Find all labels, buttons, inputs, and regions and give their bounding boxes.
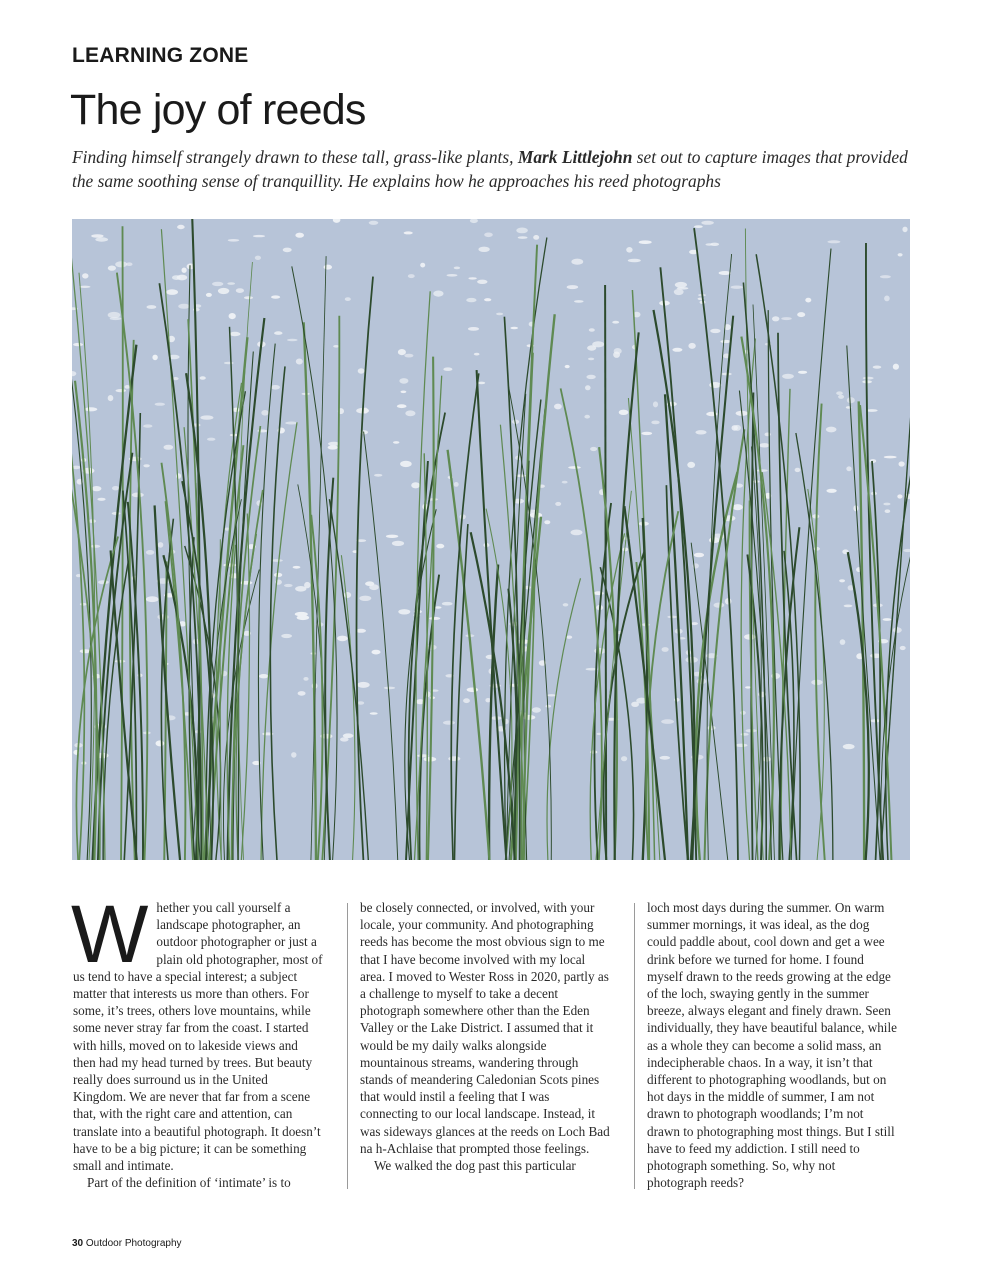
petal: [478, 382, 485, 385]
petal: [398, 349, 406, 355]
reed-stem: [696, 472, 738, 860]
petal: [566, 636, 572, 639]
petal: [470, 219, 478, 223]
petal: [328, 445, 338, 449]
reed-stem: [848, 552, 869, 860]
petal: [218, 288, 229, 294]
petal: [80, 603, 87, 606]
petal: [82, 273, 88, 278]
petal: [805, 298, 811, 303]
petal: [846, 466, 851, 471]
petal: [125, 385, 130, 389]
petal: [397, 404, 407, 408]
petal: [612, 321, 619, 324]
petal: [261, 410, 268, 416]
petal: [95, 237, 108, 241]
petal: [156, 740, 165, 746]
reed-stem: [155, 505, 181, 860]
reed-stem: [311, 256, 326, 860]
petal: [883, 503, 890, 506]
petal: [533, 235, 539, 240]
petal: [374, 474, 382, 477]
petal: [433, 291, 443, 297]
reed-stem: [751, 447, 761, 861]
petal: [565, 365, 570, 368]
petal: [285, 422, 298, 425]
reed-stem: [75, 381, 96, 860]
reed-stem: [704, 429, 744, 860]
petal: [707, 726, 715, 731]
petal: [178, 304, 190, 309]
petal: [554, 404, 562, 410]
standfirst: [72, 145, 932, 193]
petal: [468, 277, 476, 279]
petal: [731, 286, 743, 289]
petal: [398, 609, 410, 614]
petal: [369, 221, 379, 225]
petal: [244, 296, 253, 299]
petal: [207, 438, 215, 441]
paragraph: [71, 889, 323, 1174]
petal: [236, 288, 244, 293]
petal: [271, 295, 280, 298]
petal: [740, 711, 746, 715]
petal: [372, 650, 381, 655]
petal: [838, 395, 844, 399]
reed-stem: [471, 532, 515, 860]
author-name: Mark Littlejohn: [517, 147, 633, 167]
petal: [899, 461, 905, 466]
petal: [233, 408, 241, 412]
petal: [781, 317, 792, 320]
petal: [651, 421, 659, 425]
reed-stem: [103, 561, 128, 860]
petal: [626, 247, 632, 253]
petal: [661, 719, 674, 724]
petal: [370, 712, 378, 715]
petal: [614, 348, 622, 354]
petal: [546, 705, 552, 708]
petal: [883, 618, 892, 621]
reed-stem: [454, 524, 468, 860]
petal: [404, 354, 413, 358]
petal: [759, 443, 770, 447]
petal: [725, 598, 732, 604]
petal: [345, 297, 351, 301]
petal: [108, 266, 116, 271]
paragraph: be closely connected, or involved, with your locale, your community. And photographing reeds has become the most obvious sign to me that I have become involved with my local area. I moved to Wester Ross in 2020, partly as a challenge to myself to take a decent photograph somewhere other than the Eden Valley or the Lake District. I assumed that it would be my daily walks alongside mountainous streams, wandering through stands of meandering Caledonian Scots pines that would instil a feeling that I was connecting to our local landscape. Instead, it was sideways glances at the reeds on Loch Bad na h-Achlaise that prompted those feelings.: [360, 900, 610, 1156]
petal: [555, 502, 561, 506]
petal: [885, 509, 891, 513]
petal: [468, 327, 479, 331]
petal: [158, 542, 164, 548]
petal: [91, 234, 103, 237]
petal: [709, 382, 721, 388]
petal: [544, 520, 550, 524]
petal: [405, 410, 415, 416]
paragraph: loch most days during the summer. On warm summer mornings, it was ideal, as the dog could paddle about, cool down and get a wee drink before we turned for home. I found myself drawn to the reeds growing at the edge of the loch, swaying gently in the summer breeze, always elegant and finely drawn. Seen individually, they have beautiful balance, while as a whole they can become a solid mass, an indecipherable chaos. In a way, it isn’t that different to photographing woodlands, but on hot days in the middle of summer, I am not drawn to photograph woodlands; I’m not drawn to photographing most things. But I still have to feed my addiction. I still need to photograph something. So, why not photograph reeds?: [647, 900, 897, 1191]
petal: [734, 425, 741, 431]
petal: [694, 553, 704, 558]
reed-stem: [660, 267, 696, 860]
petal: [484, 298, 491, 301]
reed-stem: [605, 285, 606, 860]
petal: [844, 605, 853, 608]
petal: [621, 756, 627, 761]
petal: [589, 328, 595, 332]
petal: [884, 296, 890, 302]
petal: [357, 701, 364, 704]
reed-stem: [753, 305, 775, 861]
reeds-photo-graphic: [72, 219, 910, 860]
reed-stem: [547, 578, 580, 860]
petal: [224, 362, 234, 364]
petal: [619, 410, 629, 415]
reed-stem: [356, 277, 373, 860]
petal: [429, 617, 440, 620]
reed-stem: [815, 404, 825, 860]
petal: [369, 584, 379, 590]
petal: [674, 289, 684, 295]
petal: [112, 486, 119, 490]
petal: [206, 293, 212, 297]
petal: [590, 447, 597, 451]
petal: [333, 345, 339, 348]
petal: [496, 313, 503, 316]
petal: [229, 332, 240, 336]
petal: [283, 248, 292, 253]
petal: [695, 430, 706, 434]
petal: [384, 687, 395, 690]
petal: [706, 243, 713, 245]
petal: [675, 282, 687, 288]
petal: [763, 757, 771, 762]
petal: [694, 225, 703, 228]
petal: [404, 231, 413, 234]
petal: [295, 612, 308, 616]
article-title: The joy of reeds: [70, 86, 366, 134]
petal: [143, 464, 149, 467]
petal: [253, 235, 265, 237]
petal: [200, 376, 206, 380]
petal: [782, 374, 794, 379]
petal: [295, 233, 304, 238]
petal: [73, 343, 83, 346]
petal: [873, 366, 882, 369]
petal: [143, 424, 152, 427]
paragraph: Part of the definition of ‘intimate’ is to: [87, 1175, 291, 1191]
column-divider: [634, 903, 635, 1189]
petal: [839, 579, 845, 582]
reed-stem: [694, 228, 738, 860]
petal: [467, 688, 479, 693]
petal: [146, 550, 154, 555]
petal: [757, 469, 768, 472]
petal: [147, 305, 157, 309]
petal: [435, 606, 442, 608]
petal: [687, 462, 695, 468]
petal: [903, 549, 910, 552]
petal: [166, 289, 178, 295]
paragraph: We walked the dog past this particular: [374, 1158, 576, 1174]
petal: [454, 267, 460, 270]
petal: [227, 282, 235, 285]
petal: [79, 286, 90, 288]
reed-stem: [72, 237, 91, 860]
petal: [510, 327, 518, 329]
petal: [463, 698, 470, 703]
petal: [843, 744, 855, 749]
petal: [228, 239, 240, 242]
petal: [587, 345, 596, 350]
page-footer: [72, 1238, 182, 1249]
petal: [714, 603, 725, 608]
petal: [660, 756, 671, 760]
petal: [477, 280, 487, 284]
petal: [152, 355, 157, 361]
petal: [863, 377, 874, 380]
petal: [386, 535, 398, 538]
section-label: LEARNING ZONE: [72, 44, 249, 67]
petal: [826, 427, 837, 433]
petal: [85, 407, 98, 411]
petal: [399, 378, 408, 384]
petal: [259, 674, 268, 678]
petal: [146, 596, 159, 602]
petal: [567, 285, 579, 289]
petal: [765, 433, 771, 437]
petal: [359, 596, 371, 601]
petal: [672, 348, 682, 352]
reed-stem: [364, 432, 398, 860]
petal: [164, 445, 174, 450]
petal: [897, 494, 902, 498]
petal: [443, 721, 455, 725]
petal: [400, 461, 412, 467]
petal: [562, 481, 568, 484]
petal: [284, 584, 293, 587]
petal: [392, 541, 404, 546]
petal: [401, 391, 407, 394]
reed-stem: [880, 304, 910, 860]
standfirst-text-end: set out to capture images that provided the same soothing sense of tranquillity. He explains how he approaches his reed photographs: [72, 147, 908, 191]
petal: [798, 371, 807, 374]
reed-stem: [646, 511, 678, 860]
petal: [584, 415, 590, 419]
petal: [772, 316, 779, 321]
page-number: 30: [72, 1238, 84, 1249]
petal: [693, 672, 703, 677]
standfirst-text-start: Finding himself strangely drawn to these tall, grass-like plants,: [72, 147, 518, 167]
petal: [115, 261, 127, 267]
drop-cap: W: [71, 889, 149, 980]
reed-stem: [270, 366, 285, 860]
petal: [274, 573, 282, 577]
petal: [571, 259, 583, 265]
petal: [701, 221, 714, 225]
petal: [547, 694, 557, 696]
petal: [255, 256, 261, 260]
petal: [884, 456, 897, 459]
petal: [97, 498, 105, 501]
petal: [110, 317, 122, 320]
petal: [474, 353, 480, 356]
petal: [172, 275, 181, 280]
petal: [639, 240, 652, 244]
petal: [516, 228, 528, 234]
reeds-photograph: [72, 219, 910, 860]
petal: [691, 622, 698, 625]
petal: [586, 375, 595, 379]
petal: [900, 646, 906, 650]
column-divider: [347, 903, 348, 1189]
reed-stem: [654, 310, 695, 860]
petal: [411, 482, 420, 488]
petal: [98, 580, 109, 584]
petal: [182, 268, 187, 273]
petal: [448, 756, 460, 761]
petal: [594, 648, 606, 654]
petal: [532, 707, 541, 712]
petal: [836, 391, 843, 395]
petal: [880, 275, 891, 278]
petal: [72, 371, 76, 376]
petal: [478, 247, 489, 252]
petal: [271, 559, 283, 562]
petal: [568, 466, 581, 469]
petal: [343, 733, 354, 738]
petal: [628, 259, 641, 263]
petal: [303, 677, 308, 681]
petal: [108, 395, 114, 401]
petal: [466, 298, 476, 302]
petal: [333, 219, 341, 223]
petal: [115, 660, 126, 663]
petal: [653, 401, 658, 407]
petal: [662, 647, 669, 652]
petal: [155, 403, 165, 406]
petal: [291, 752, 296, 758]
petal: [212, 282, 223, 286]
petal: [91, 545, 101, 548]
petal: [293, 566, 301, 569]
petal: [893, 627, 902, 633]
petal: [393, 441, 399, 444]
petal: [827, 240, 840, 243]
petal: [436, 544, 444, 549]
article-column-1: [71, 889, 323, 1191]
petal: [563, 603, 569, 606]
petal: [840, 639, 846, 645]
petal: [296, 359, 303, 365]
petal: [571, 530, 583, 536]
petal: [688, 343, 695, 349]
petal: [442, 602, 453, 606]
petal: [358, 368, 365, 373]
petal: [847, 397, 855, 403]
petal: [898, 253, 903, 256]
reed-stem: [707, 254, 732, 860]
reed-stem: [261, 422, 297, 860]
publication-name: Outdoor Photography: [85, 1238, 182, 1249]
article-column-2: [360, 899, 610, 1174]
petal: [408, 274, 415, 278]
petal: [274, 331, 282, 335]
petal: [735, 744, 747, 747]
petal: [733, 504, 743, 510]
petal: [112, 512, 121, 515]
petal: [337, 636, 348, 642]
petal: [902, 227, 907, 233]
petal: [295, 586, 306, 592]
petal: [518, 236, 528, 239]
petal: [447, 274, 458, 277]
petal: [745, 686, 751, 688]
petal: [454, 482, 459, 487]
petal: [229, 313, 236, 319]
petal: [298, 691, 306, 696]
petal: [795, 468, 801, 472]
petal: [710, 329, 720, 333]
petal: [574, 300, 584, 303]
reed-stem: [241, 514, 249, 861]
petal: [593, 591, 603, 595]
petal: [443, 367, 452, 371]
petal: [720, 340, 731, 343]
petal: [893, 364, 899, 370]
petal: [741, 733, 749, 736]
petal: [357, 682, 370, 688]
petal: [287, 339, 298, 342]
petal: [281, 634, 292, 638]
petal: [271, 385, 280, 390]
petal: [826, 489, 836, 493]
petal: [484, 233, 493, 238]
petal: [324, 265, 332, 270]
petal: [92, 486, 102, 491]
petal: [585, 385, 591, 390]
petal: [344, 592, 352, 598]
petal: [719, 271, 731, 275]
petal: [420, 263, 425, 268]
petal: [588, 358, 594, 361]
petal: [200, 415, 213, 419]
petal: [641, 432, 652, 435]
petal: [116, 389, 127, 392]
petal: [240, 581, 253, 585]
paragraph-text: hether you call yourself a landscape photographer, an outdoor photographer or just a plain old photographer, most of us tend to have a special interest; a subject matter that interests us more than others. For some, it’s trees, others love mountains, while some never stray far from the coast. I started with hills, moved on to lakeside views and then had my head turned by trees. But beauty really does surround us in the United Kingdom. We are never that far from a scene that, with the right care and attention, can translate into a beautiful photograph. It doesn’t have to be a big picture; it can be something small and intimate.: [73, 900, 323, 1174]
petal: [177, 225, 185, 229]
petal: [797, 312, 805, 317]
article-column-3: [647, 899, 897, 1191]
